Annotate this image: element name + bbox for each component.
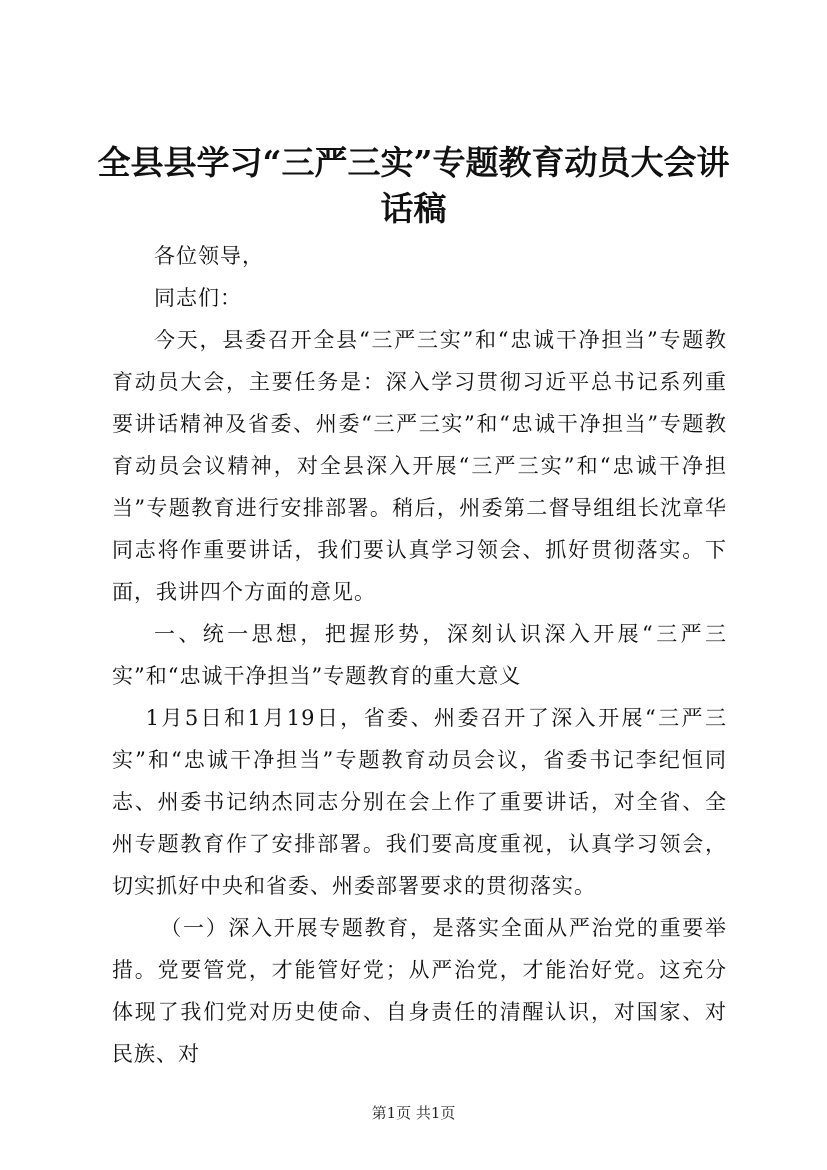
paragraph-point-1: （一）深入开展专题教育，是落实全面从严治党的重要举措。党要管党，才能管好党；从严治党，才能治好党。这充分体现了我们党对历史使命、自身责任的清醒认识，对国家、对民族、对 <box>112 916 727 1066</box>
salutation-comrades: 同志们： <box>154 286 242 310</box>
section-heading-1: 一、统一思想，把握形势，深刻认识深入开展“三严三实”和“忠诚干净担当”专题教育的重大意义 <box>112 622 727 688</box>
document-title: 全县县学习“三严三实”专题教育动员大会讲话稿 <box>97 143 730 228</box>
salutation-leaders: 各位领导， <box>154 244 264 268</box>
paragraph-intro: 今天，县委召开全县“三严三实”和“忠诚干净担当”专题教育动员大会，主要任务是：深入学习贯彻习近平总书记系列重要讲话精神及省委、州委“三严三实”和“忠诚干净担当”专题教育动员会议精神，对全县深入开展“三严三实”和“忠诚干净担当”专题教育进行安排部署。稍后，州委第二督导组组长沈章华同志将作重要讲话，我们要认真学习领会、抓好贯彻落实。下面，我讲四个方面的意见。 <box>112 328 727 604</box>
page-footer: 第1页 共1页 <box>371 1104 456 1122</box>
document-body <box>112 235 727 1075</box>
paragraph-meeting: 1月5日和1月19日，省委、州委召开了深入开展“三严三实”和“忠诚干净担当”专题教育动员会议，省委书记李纪恒同志、州委书记纳杰同志分别在会上作了重要讲话，对全省、全州专题教育作了安排部署。我们要高度重视，认真学习领会，切实抓好中央和省委、州委部署要求的贯彻落实。 <box>112 706 727 898</box>
